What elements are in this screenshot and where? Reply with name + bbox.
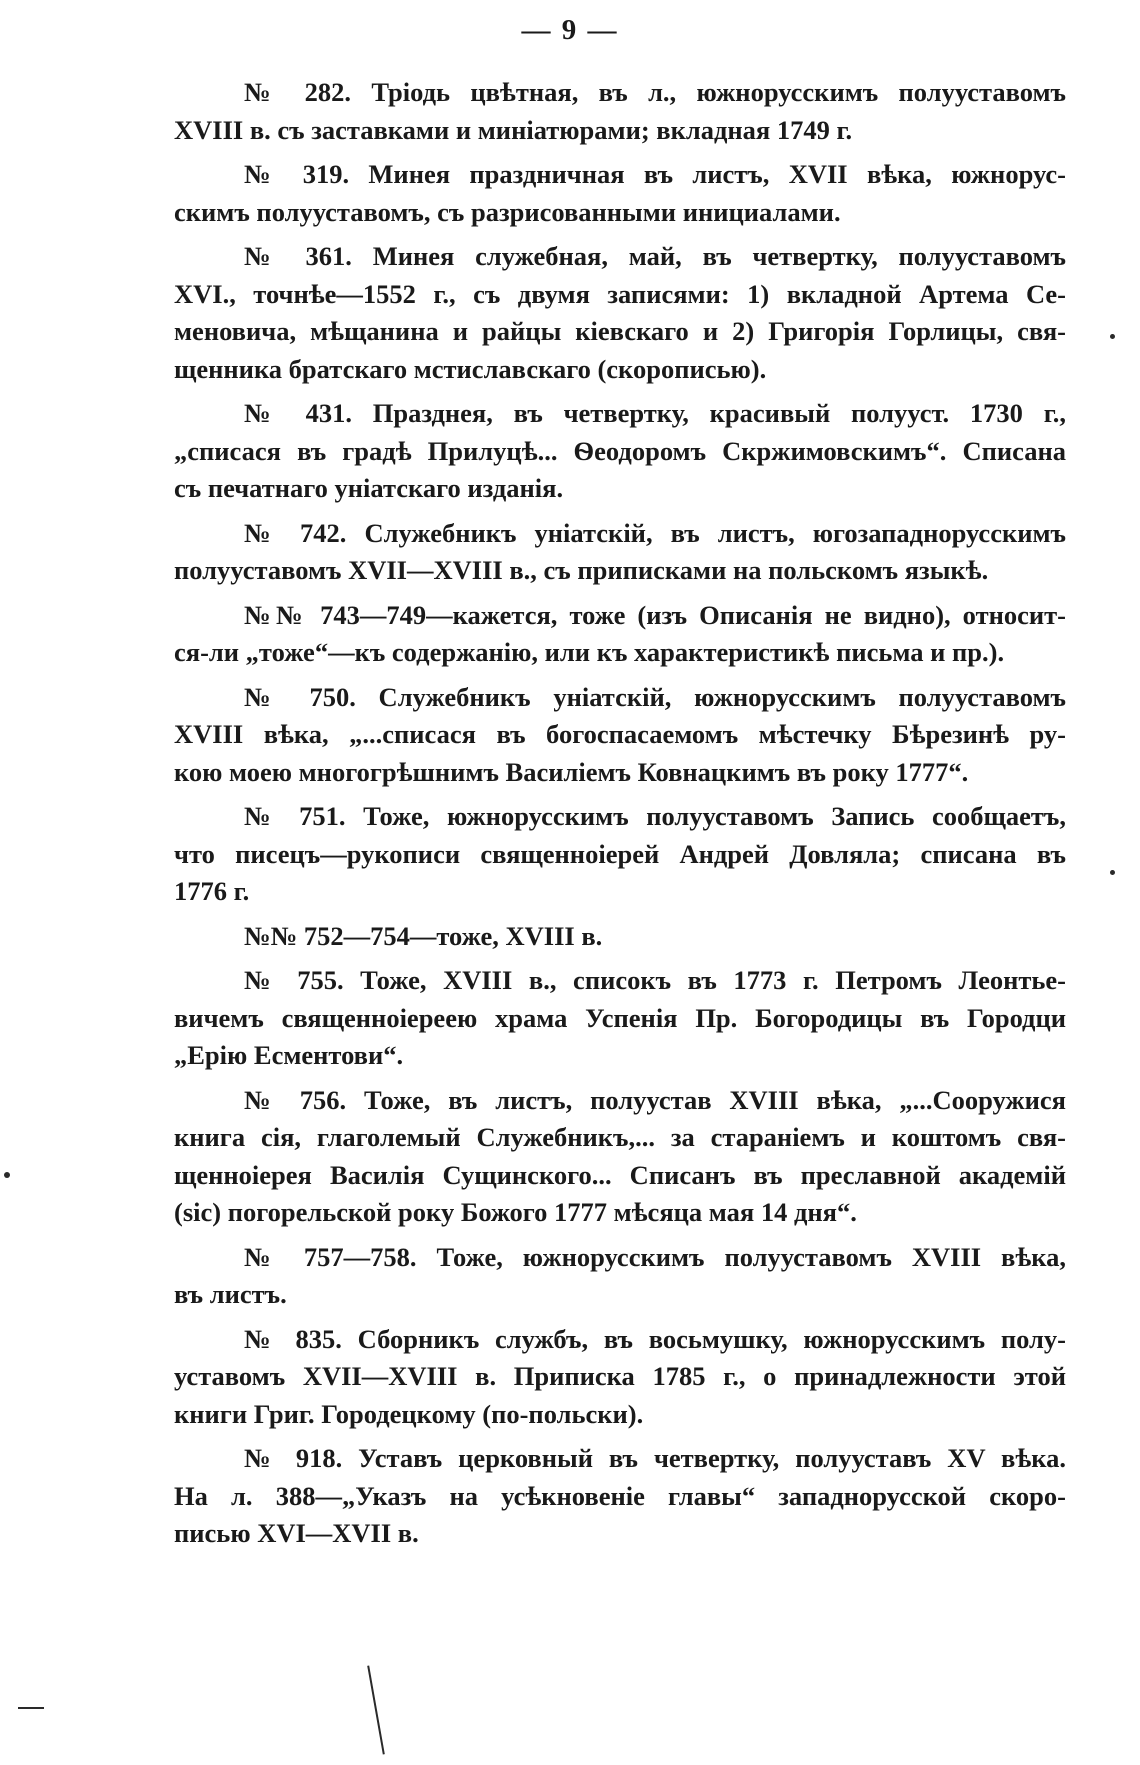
entry-line: полууставомъ XVII—XVIII в., съ приписками на польскомъ языкѣ. (174, 555, 989, 585)
entry-line: № 431. Празднея, въ четвертку, красивый полууст. 1730 г., (244, 398, 1066, 428)
entry-line: въ листъ. (174, 1279, 287, 1309)
entry-line: меновича, мѣщанина и райцы кіевскаго и 2) Григорія Горлицы, свя- (174, 316, 1066, 346)
catalog-entry-755 (104, 962, 1066, 1075)
scan-mark (4, 1172, 10, 1178)
entry-line: № 319. Минея праздничная въ листъ, XVII вѣка, южнорус- (244, 159, 1066, 189)
entry-line: „списася въ градѣ Прилуцѣ... Ѳеодоромъ Скржимовскимъ“. Списана (174, 435, 1066, 466)
entry-line: № 757—758. Тоже, южнорусскимъ полууставомъ XVIII вѣка, (244, 1241, 1066, 1272)
catalog-entry-361 (104, 238, 1066, 388)
scan-mark (1110, 334, 1115, 339)
scan-mark (1110, 870, 1115, 875)
entry-line: „Ерію Есментови“. (174, 1040, 404, 1070)
catalog-entry-752-754 (104, 918, 1066, 956)
entry-line: вичемъ священноіереею храма Успенія Пр. Богородицы въ Городци (174, 1002, 1066, 1033)
entry-line: XVIII в. съ заставками и миніатюрами; вкладная 1749 г. (174, 114, 853, 145)
entry-line: № 755. Тоже, XVIII в., списокъ въ 1773 г. Петромъ Леонтье- (244, 965, 1066, 995)
entry-line: № 282. Тріодь цвѣтная, въ л., южнорусскимъ полууставомъ (244, 77, 1066, 107)
catalog-entry-756 (104, 1082, 1066, 1232)
entry-line: книги Григ. Городецкому (по-польски). (174, 1398, 644, 1429)
entry-line: № 918. Уставъ церковный въ четвертку, полууставъ XV вѣка. (244, 1443, 1066, 1473)
entry-line: щенноіерея Василія Сущинского... Списанъ въ преславной академій (174, 1159, 1066, 1190)
entry-line: уставомъ XVII—XVIII в. Приписка 1785 г., о принадлежности этой (174, 1361, 1066, 1391)
entry-line: (sic) погорельской року Божого 1777 мѣсяца мая 14 дня“. (174, 1197, 857, 1227)
entry-line: На л. 388—„Указъ на усѣкновеніе главы“ западнорусской скоро- (174, 1480, 1066, 1511)
entry-line: № 750. Служебникъ уніатскій, южнорусскимъ полууставомъ (244, 681, 1066, 712)
entry-line: съ печатнаго уніатскаго изданія. (174, 473, 564, 503)
scan-mark (18, 1707, 44, 1709)
catalog-text (104, 74, 1066, 1560)
catalog-entry-742 (104, 515, 1066, 590)
catalog-entry-319 (104, 156, 1066, 231)
entry-line: что писецъ—рукописи священноіерей Андрей Довляла; списана въ (174, 838, 1066, 869)
catalog-entry-918 (104, 1440, 1066, 1553)
entry-line: кою моею многогрѣшнимъ Василіемъ Ковнацкимъ въ року 1777“. (174, 756, 969, 787)
entry-line: № 361. Минея служебная, май, въ четвертку, полууставомъ (244, 241, 1066, 271)
entry-line: писью XVI—XVII в. (174, 1518, 419, 1548)
entry-line: XVI., точнѣе—1552 г., съ двумя записями: 1) вкладной Артема Се- (174, 278, 1066, 309)
catalog-entry-835 (104, 1321, 1066, 1434)
entry-line: ся-ли „тоже“—къ содержанію, или къ характеристикѣ письма и пр.). (174, 637, 1005, 667)
entry-line: №№ 752—754—тоже, XVIII в. (244, 920, 603, 951)
page-number: — 9 — (521, 14, 619, 46)
entry-line: 1776 г. (174, 876, 250, 906)
entry-line: скимъ полууставомъ, съ разрисованными инициалами. (174, 196, 841, 227)
entry-line: № 756. Тоже, въ листъ, полуустав XVIII вѣка, „...Сооружися (244, 1084, 1066, 1115)
catalog-entry-743-749 (104, 597, 1066, 672)
scan-mark (367, 1666, 385, 1755)
entry-line: XVIII вѣка, „...списася въ богоспасаемомъ мѣстечку Бѣрезинѣ ру- (174, 719, 1066, 749)
entry-line: № 742. Служебникъ уніатскій, въ листъ, югозападнорусскимъ (244, 517, 1066, 548)
catalog-entry-282 (104, 74, 1066, 149)
entry-line: щенника братскаго мстиславскаго (скорописью). (174, 353, 767, 384)
entry-line: книга сія, глаголемый Служебникъ,... за стараніемъ и коштомъ свя- (174, 1122, 1066, 1152)
entry-line: № 751. Тоже, южнорусскимъ полууставомъ Запись сообщаетъ, (244, 801, 1066, 831)
catalog-entry-757-758 (104, 1239, 1066, 1314)
catalog-entry-431 (104, 395, 1066, 508)
entry-line: № 835. Сборникъ службъ, въ восьмушку, южнорусскимъ полу- (244, 1323, 1066, 1354)
catalog-entry-750 (104, 679, 1066, 792)
catalog-entry-751 (104, 798, 1066, 911)
entry-line: №№ 743—749—кажется, тоже (изъ Описанія не видно), относит- (244, 599, 1066, 630)
